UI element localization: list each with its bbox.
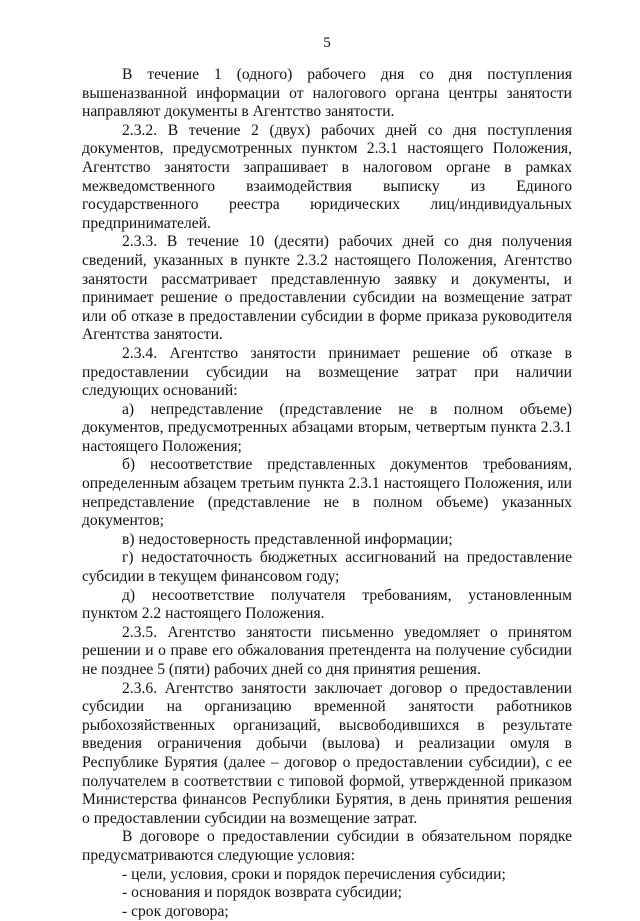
condition-item-1: - цели, условия, сроки и порядок перечисления субсидии; <box>122 865 506 883</box>
list-item-g: г) недостаточность бюджетных ассигнований на предоставление субсидии в текущем финансовом году; <box>82 549 572 586</box>
paragraph-2-3-3: 2.3.3. В течение 10 (десяти) рабочих дней со дня получения сведений, указанных в пункте 2.3.2 настоящего Положения, Агентство занятости рассматривает представленную заявку и документы, и принимает решение о предоставлении субсидии на возмещение затрат или об отказе в предоставлении субсидии в форме приказа руководителя Агентства занятости. <box>82 233 572 344</box>
list-item-b: б) несоответствие представленных документов требованиям, определенным абзацем третьим пункта 2.3.1 настоящего Положения, или непредставление (представление не в полном объеме) указанных документов; <box>82 456 572 530</box>
paragraph-2-3-4: 2.3.4. Агентство занятости принимает решение об отказе в предоставлении субсидии на возмещение затрат при наличии следующих оснований: <box>82 344 572 400</box>
page-number: 5 <box>323 35 331 51</box>
condition-item-3: - срок договора; <box>122 902 229 920</box>
document-body <box>82 66 572 921</box>
paragraph-contract-conditions: В договоре о предоставлении субсидии в обязательном порядке предусматриваются следующие условия: <box>82 828 572 864</box>
condition-item-2: - основания и порядок возврата субсидии; <box>122 884 402 902</box>
list-item-d: д) несоответствие получателя требованиям, установленным пунктом 2.2 настоящего Положения. <box>82 586 572 623</box>
list-item-a: а) непредставление (представление не в полном объеме) документов, предусмотренных абзацами вторым, четвертым пункта 2.3.1 настоящего Положения; <box>82 400 572 455</box>
paragraph-intro: В течение 1 (одного) рабочего дня со дня поступления вышеназванной информации от налогового органа центры занятости направляют документы в Агентство занятости. <box>82 66 572 121</box>
paragraph-2-3-6: 2.3.6. Агентство занятости заключает договор о предоставлении субсидии на организацию временной занятости работников рыбохозяйственных организаций, высвободившихся в результате введения ограничения добычи (вылова) и реализации омуля в Республике Бурятия (далее – договор о предоставлении субсидии), с ее получателем в соответствии с типовой формой, утвержденной приказом Министерства финансов Республики Бурятия, в день принятия решения о предоставлении субсидии на возмещение затрат. <box>82 679 572 827</box>
paragraph-2-3-2: 2.3.2. В течение 2 (двух) рабочих дней со дня поступления документов, предусмотренных пунктом 2.3.1 настоящего Положения, Агентство занятости запрашивает в налоговом органе в рамках межведомственного взаимодействия выписку из Единого государственного реестра юридических лиц/индивидуальных предпринимателей. <box>82 121 572 232</box>
list-item-v: в) недостоверность представленной информации; <box>122 530 453 548</box>
paragraph-2-3-5: 2.3.5. Агентство занятости письменно уведомляет о принятом решении и о праве его обжалования претендента на получение субсидии не позднее 5 (пяти) рабочих дней со дня принятия решения. <box>82 623 572 678</box>
